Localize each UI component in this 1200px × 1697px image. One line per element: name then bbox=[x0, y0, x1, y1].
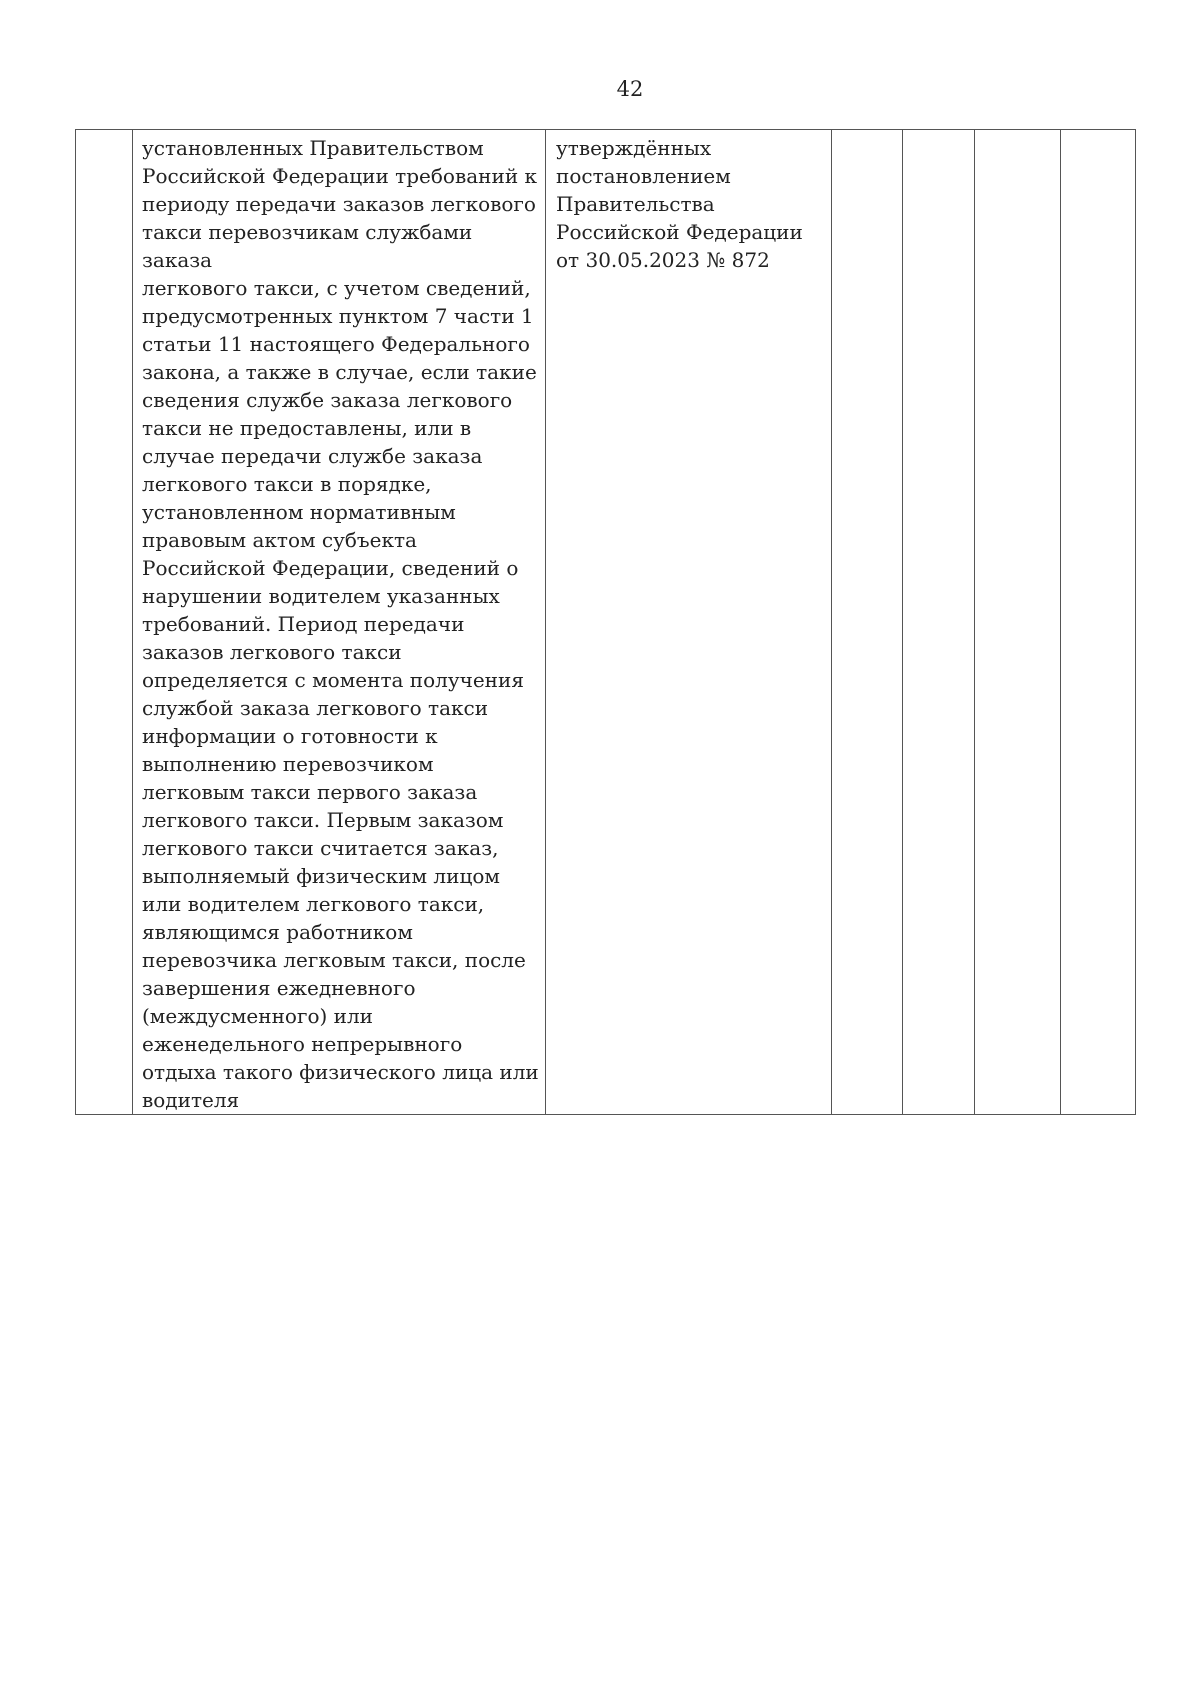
requirement-text: установленных Правительством Российской Федерации требований к периоду передачи заказов легкового такси перевозчикам службами заказа легкового такси, с учетом сведений, предусмотренных пунктом 7 части 1 статьи 11 настоящего Федерального закона, а также в случае, если такие сведения службе заказа легкового такси не предоставлены, или в случае передачи службе заказа легкового такси в порядке, установленном нормативным правовым актом субъекта Российской Федерации, сведений о нарушении водителем указанных требований. Период передачи заказов легкового такси определяется с момента получения службой заказа легкового такси информации о готовности к выполнению перевозчиком легковым такси первого заказа легкового такси. Первым заказом легкового такси считается заказ, выполняемый физическим лицом или водителем легкового такси, являющимся работником перевозчика легковым такси, после завершения ежедневного (междусменного) или еженедельного непрерывного отдыха такого физического лица или водителя bbox=[142, 136, 539, 1112]
table-cell-empty-5 bbox=[903, 130, 975, 1115]
cell-number-text bbox=[76, 130, 132, 134]
table-cell-legal-basis bbox=[546, 130, 832, 1115]
legal-basis-text: утверждённых постановлением Правительства Российской Федерации от 30.05.2023 № 872 bbox=[556, 136, 803, 272]
table-row bbox=[76, 130, 1136, 1115]
table-cell-empty-4 bbox=[832, 130, 903, 1115]
table-cell-number bbox=[76, 130, 133, 1115]
requirements-table bbox=[75, 129, 1136, 1115]
cell-6-text bbox=[975, 130, 1060, 134]
page-number: 42 bbox=[616, 77, 644, 101]
table-cell-empty-6 bbox=[975, 130, 1061, 1115]
table-cell-requirement bbox=[133, 130, 546, 1115]
cell-5-text bbox=[903, 130, 974, 134]
table-cell-empty-7 bbox=[1061, 130, 1136, 1115]
cell-7-text bbox=[1061, 130, 1135, 134]
cell-4-text bbox=[832, 130, 902, 134]
